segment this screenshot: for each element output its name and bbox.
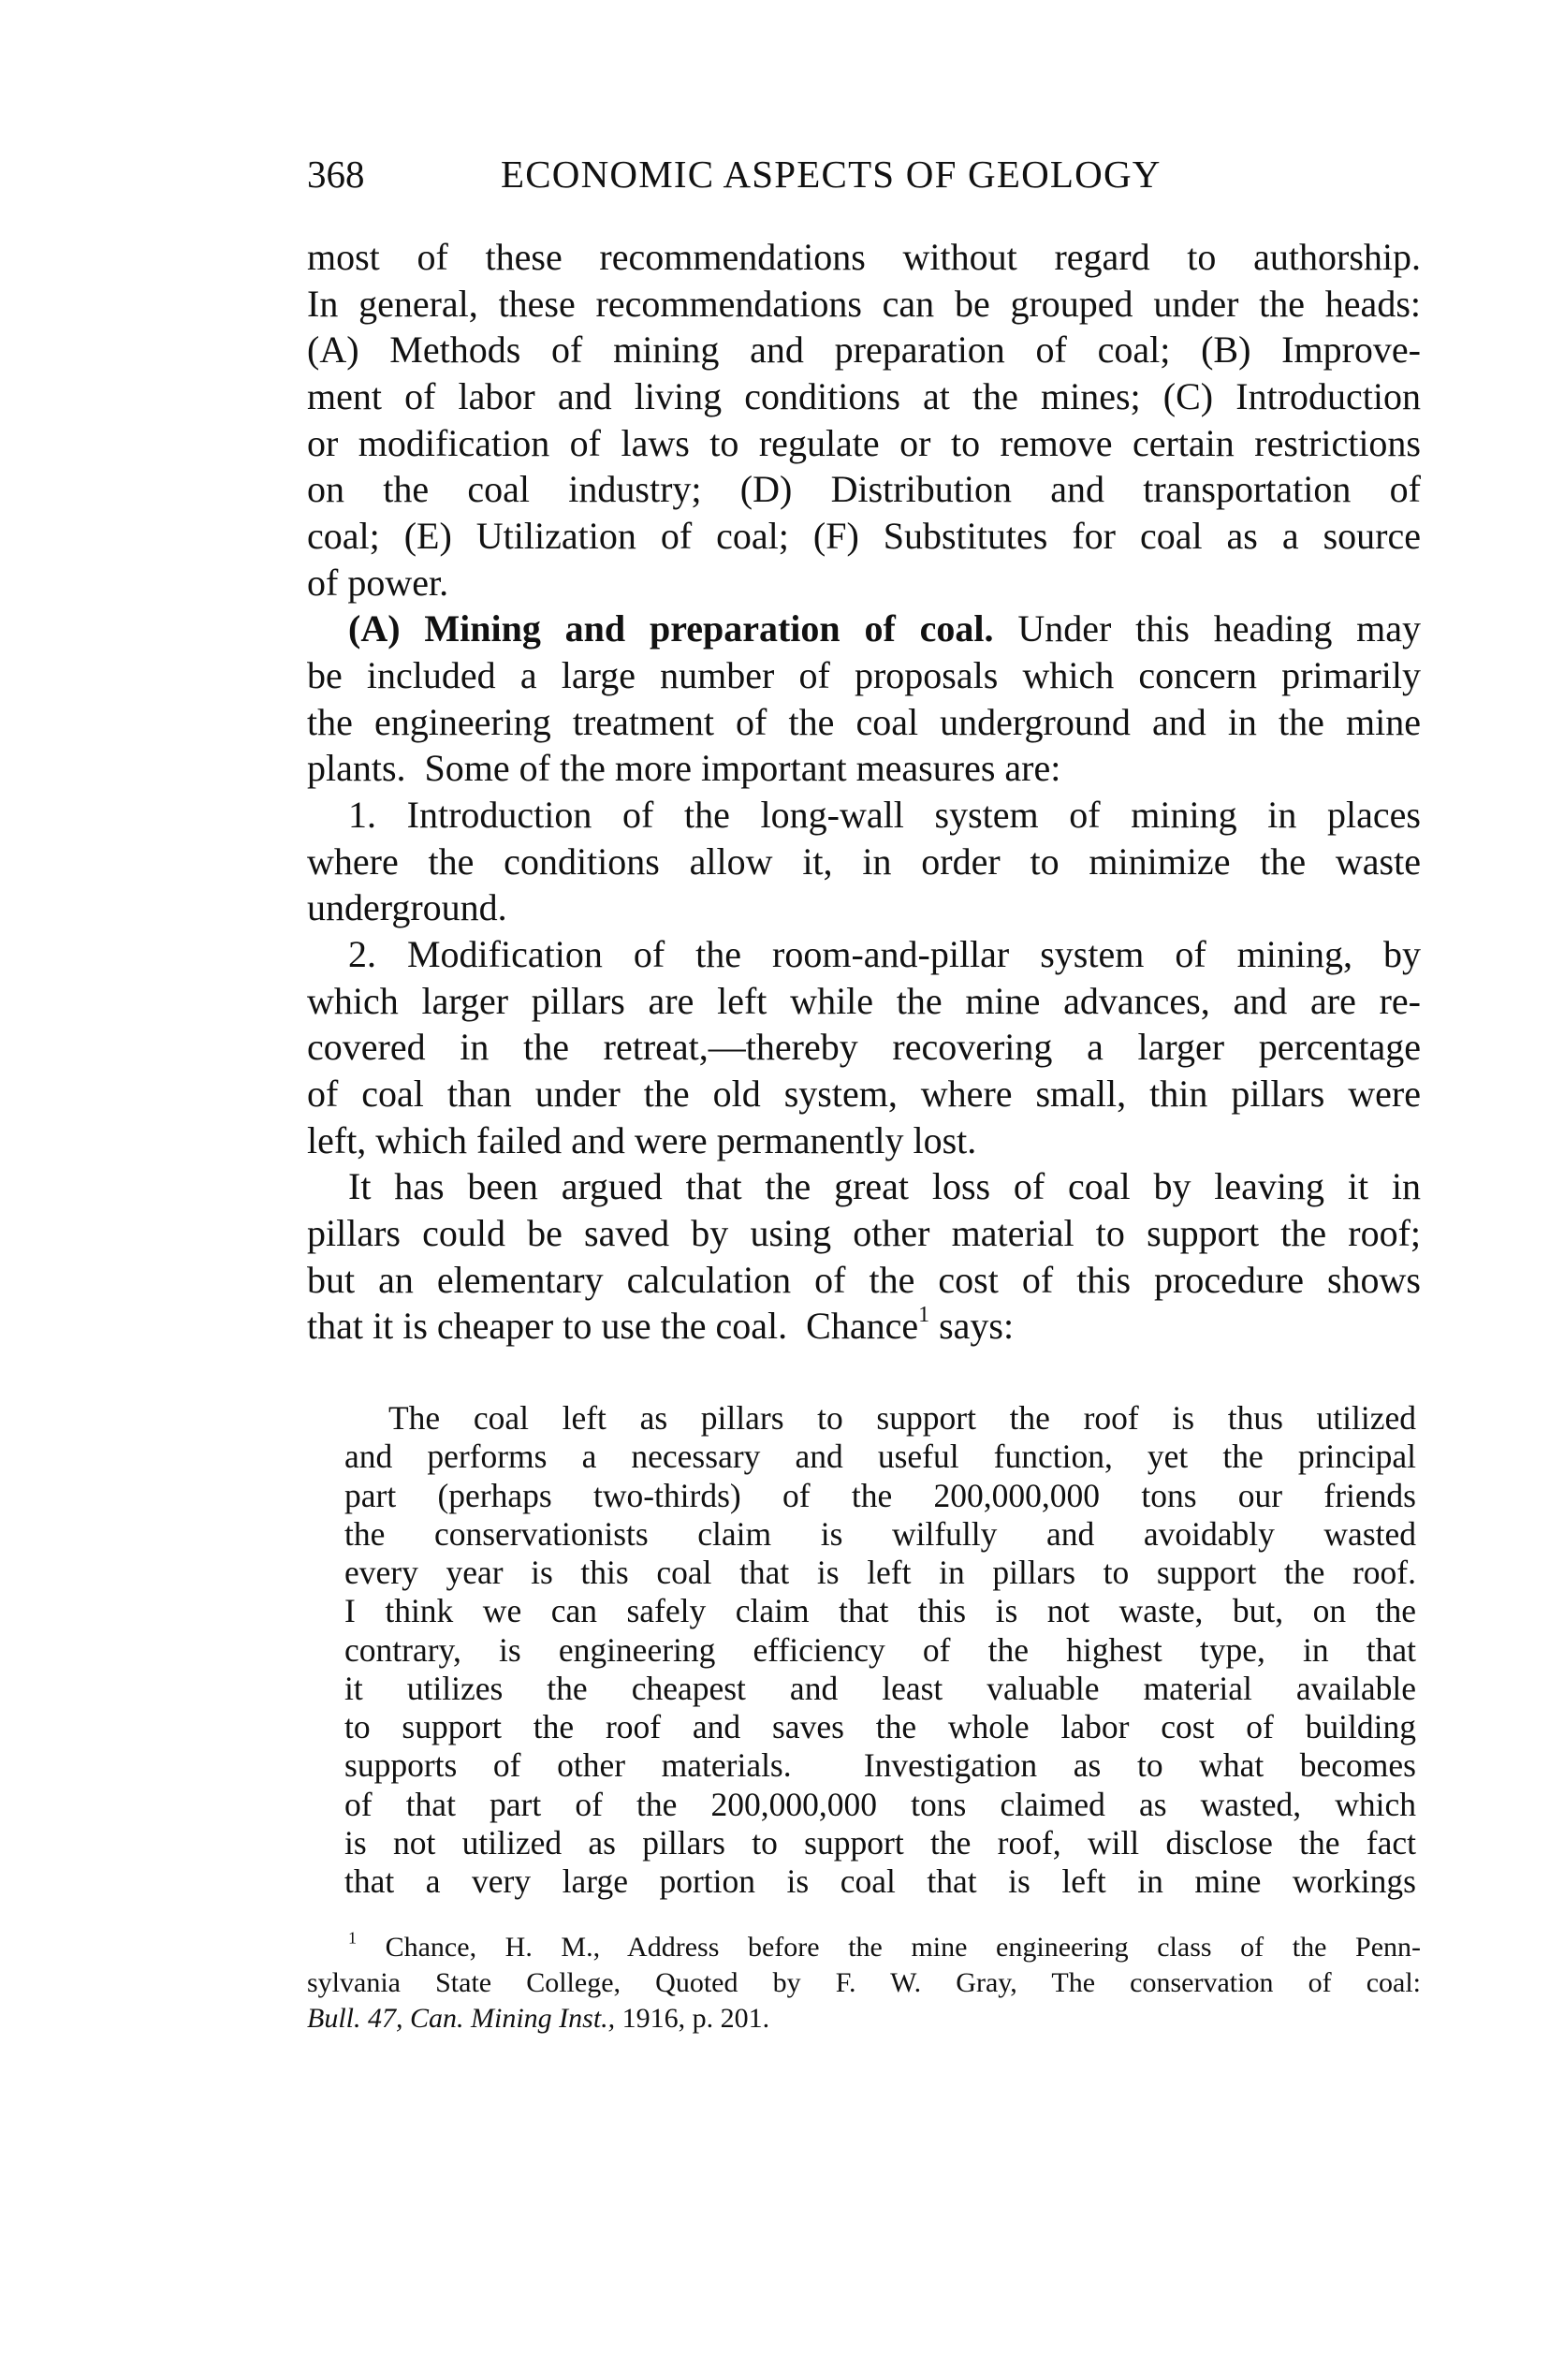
text-line: 1. Introduction of the long-wall system of mining in places xyxy=(348,794,1421,836)
quote-line: every year is this coal that is left in pillars to support the roof. xyxy=(344,1554,1416,1591)
section-heading-line xyxy=(348,606,1421,652)
footnote-line xyxy=(307,2001,1421,2037)
text-line: or modification of laws to regulate or to remove certain restrictions xyxy=(307,422,1421,464)
quote-line: to support the roof and saves the whole labor cost of building xyxy=(344,1708,1416,1745)
footnote-line: sylvania State College, Quoted by F. W. Gray, The conservation of coal: xyxy=(307,1967,1421,1998)
quote-line: part (perhaps two-thirds) of the 200,000,000 tons our friends xyxy=(344,1477,1416,1514)
section-label: (A) xyxy=(348,607,401,650)
running-title: ECONOMIC ASPECTS OF GEOLOGY xyxy=(501,153,1162,196)
footnote-marker: 1 xyxy=(348,1928,357,1948)
citation-source: Bull. 47, Can. Mining Inst., xyxy=(307,2003,616,2034)
text-segment: Chance, H. M., Address before the mine engineering class of the Penn- xyxy=(385,1932,1422,1963)
text-line: It has been argued that the great loss of coal by leaving it in xyxy=(348,1165,1421,1207)
quote-line: I think we can safely claim that this is not waste, but, on the xyxy=(344,1592,1416,1629)
text-line: the engineering treatment of the coal underground and in the mine xyxy=(307,701,1421,743)
text-line: left, which failed and were permanently lost. xyxy=(307,1119,977,1161)
text-line: of coal than under the old system, where small, thin pillars were xyxy=(307,1073,1421,1115)
text-segment: that it is cheaper to use the coal. Chance xyxy=(307,1305,919,1347)
text-line: (A) Methods of mining and preparation of coal; (B) Improve- xyxy=(307,329,1421,371)
text-line: covered in the retreat,—thereby recovering a larger percentage xyxy=(307,1026,1421,1068)
quote-line: it utilizes the cheapest and least valuable material available xyxy=(344,1670,1416,1707)
running-header xyxy=(307,153,1421,196)
text-segment: 1916, p. 201. xyxy=(615,2003,770,2034)
footnote-reference[interactable]: 1 xyxy=(918,1303,930,1327)
text-line: be included a large number of proposals which concern primarily xyxy=(307,654,1421,696)
quote-line: supports of other materials. Investigation as to what becomes xyxy=(344,1746,1416,1784)
text-line: pillars could be saved by using other material to support the roof; xyxy=(307,1212,1421,1254)
text-line: coal; (E) Utilization of coal; (F) Substitutes for coal as a source xyxy=(307,515,1421,557)
text-line: but an elementary calculation of the cost of this procedure shows xyxy=(307,1259,1421,1301)
text-line: which larger pillars are left while the mine advances, and are re- xyxy=(307,980,1421,1022)
text-line: of power. xyxy=(307,562,449,604)
page-number: 368 xyxy=(307,153,365,196)
text-line: ment of labor and living conditions at the mines; (C) Introduction xyxy=(307,375,1421,417)
quote-line: that a very large portion is coal that is left in mine workings xyxy=(344,1862,1416,1900)
section-heading: Mining and preparation of coal. xyxy=(424,607,994,650)
text-line xyxy=(307,1303,1421,1350)
text-segment: Under this heading may xyxy=(1017,607,1422,650)
text-line: most of these recommendations without regard to authorship. xyxy=(307,236,1421,278)
quote-line: is not utilized as pillars to support the roof, will disclose the fact xyxy=(344,1824,1416,1862)
text-segment: says: xyxy=(929,1305,1015,1347)
text-line: on the coal industry; (D) Distribution and transportation of xyxy=(307,468,1421,510)
quote-line: of that part of the 200,000,000 tons claimed as wasted, which xyxy=(344,1786,1416,1823)
text-line: In general, these recommendations can be grouped under the heads: xyxy=(307,283,1421,325)
quote-line: The coal left as pillars to support the roof is thus utilized xyxy=(388,1399,1416,1437)
text-line: underground. xyxy=(307,886,507,928)
text-line: 2. Modification of the room-and-pillar system of mining, by xyxy=(348,933,1421,975)
quote-line: and performs a necessary and useful function, yet the principal xyxy=(344,1438,1416,1475)
quote-line: the conservationists claim is wilfully and avoidably wasted xyxy=(344,1515,1416,1553)
footnote-line xyxy=(348,1930,1421,1965)
text-line: plants. Some of the more important measures are: xyxy=(307,747,1061,789)
text-line: where the conditions allow it, in order to minimize the waste xyxy=(307,840,1421,883)
quote-line: contrary, is engineering efficiency of the highest type, in that xyxy=(344,1631,1416,1669)
